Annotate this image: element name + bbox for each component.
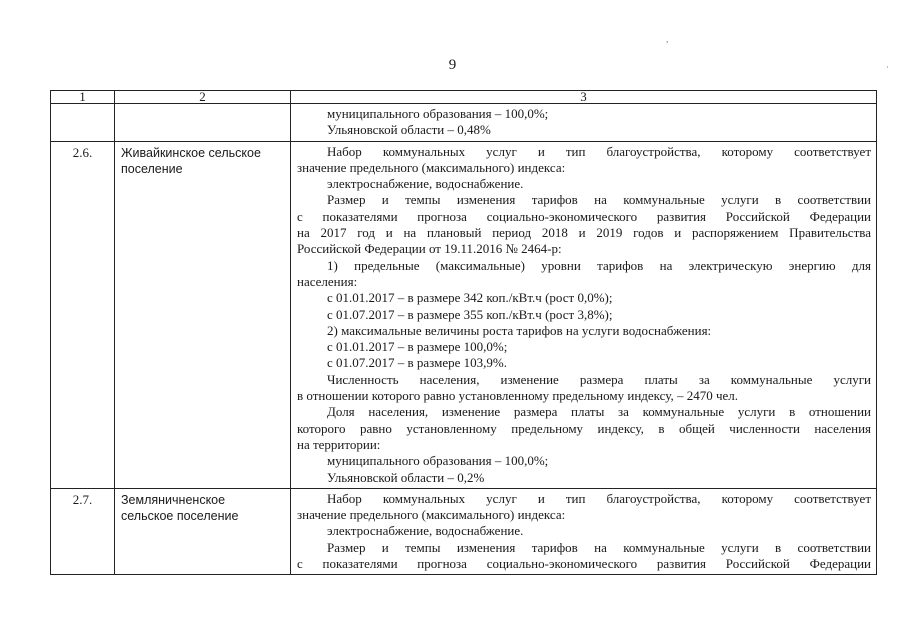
tariff-line: с 01.01.2017 – в размере 342 коп./кВт.ч (рост 0,0%); bbox=[327, 290, 613, 306]
paragraph-line: в отношении которого равно установленному предельному индексу, – 2470 чел. bbox=[297, 388, 739, 404]
page-number: 9 bbox=[448, 57, 457, 73]
tariff-line: с 01.07.2017 – в размере 103,9%. bbox=[327, 355, 507, 371]
continuation-line: Ульяновской области – 0,48% bbox=[327, 122, 491, 138]
tariff-line: с 01.07.2017 – в размере 355 коп./кВт.ч (рост 3,8%); bbox=[327, 306, 613, 322]
settlement-name: Живайкинское сельское поселение bbox=[115, 141, 291, 488]
settlement-name: Земляничненское сельское поселение bbox=[115, 488, 291, 574]
paragraph-line: на 2017 год и на плановый период 2018 и 2019 годов и распоряжением Правительства bbox=[297, 225, 871, 241]
paragraph-line: населения: bbox=[297, 273, 358, 289]
paragraph-line: Численность населения, изменение размера платы за коммунальные услуги bbox=[327, 371, 871, 387]
table-row-2-6 bbox=[51, 141, 877, 488]
share-line: муниципального образования – 100,0%; bbox=[327, 453, 549, 469]
paragraph-line: Размер и темпы изменения тарифов на коммунальные услуги в соответствии bbox=[327, 192, 871, 208]
continuation-cell bbox=[291, 104, 877, 142]
scan-speck: · bbox=[886, 62, 889, 72]
tariff-table bbox=[50, 90, 877, 575]
services-line: электроснабжение, водоснабжение. bbox=[327, 176, 524, 192]
paragraph-line: с показателями прогноза социально-экономического развития Российской Федерации bbox=[297, 208, 871, 224]
paragraph-line: 2) максимальные величины роста тарифов на услуги водоснабжения: bbox=[327, 322, 712, 338]
paragraph-line: Российской Федерации от 19.11.2016 № 2464-р: bbox=[297, 241, 562, 257]
row-content bbox=[291, 141, 877, 488]
scan-speck: , bbox=[666, 34, 669, 44]
share-line: Ульяновской области – 0,2% bbox=[327, 469, 485, 485]
column-header-3: 3 bbox=[291, 91, 877, 104]
paragraph-line: Размер и темпы изменения тарифов на коммунальные услуги в соответствии bbox=[327, 539, 871, 555]
paragraph-line: Набор коммунальных услуг и тип благоустройства, которому соответствует bbox=[327, 143, 871, 159]
continuation-line: муниципального образования – 100,0%; bbox=[327, 106, 549, 121]
paragraph-line: значение предельного (максимального) индекса: bbox=[297, 159, 566, 175]
table-row-continuation bbox=[51, 104, 877, 142]
row-number: 2.7. bbox=[51, 488, 115, 574]
row-number: 2.6. bbox=[51, 141, 115, 488]
services-line: электроснабжение, водоснабжение. bbox=[327, 523, 524, 539]
paragraph-line: которого равно установленному предельному индексу, в общей численности населения bbox=[297, 420, 871, 436]
paragraph-line: значение предельного (максимального) индекса: bbox=[297, 507, 566, 523]
table-header-row bbox=[51, 91, 877, 104]
paragraph-line: на территории: bbox=[297, 436, 381, 452]
paragraph-line: с показателями прогноза социально-экономического развития Российской Федерации bbox=[297, 556, 871, 572]
paragraph-line: 1) предельные (максимальные) уровни тарифов на электрическую энергию для bbox=[327, 257, 871, 273]
table-row-2-7 bbox=[51, 488, 877, 574]
column-header-1: 1 bbox=[51, 91, 115, 104]
paragraph-line: Доля населения, изменение размера платы за коммунальные услуги в отношении bbox=[327, 404, 871, 420]
tariff-line: с 01.01.2017 – в размере 100,0%; bbox=[327, 339, 508, 355]
row-content bbox=[291, 488, 877, 574]
column-header-2: 2 bbox=[115, 91, 291, 104]
paragraph-line: Набор коммунальных услуг и тип благоустройства, которому соответствует bbox=[327, 490, 871, 506]
